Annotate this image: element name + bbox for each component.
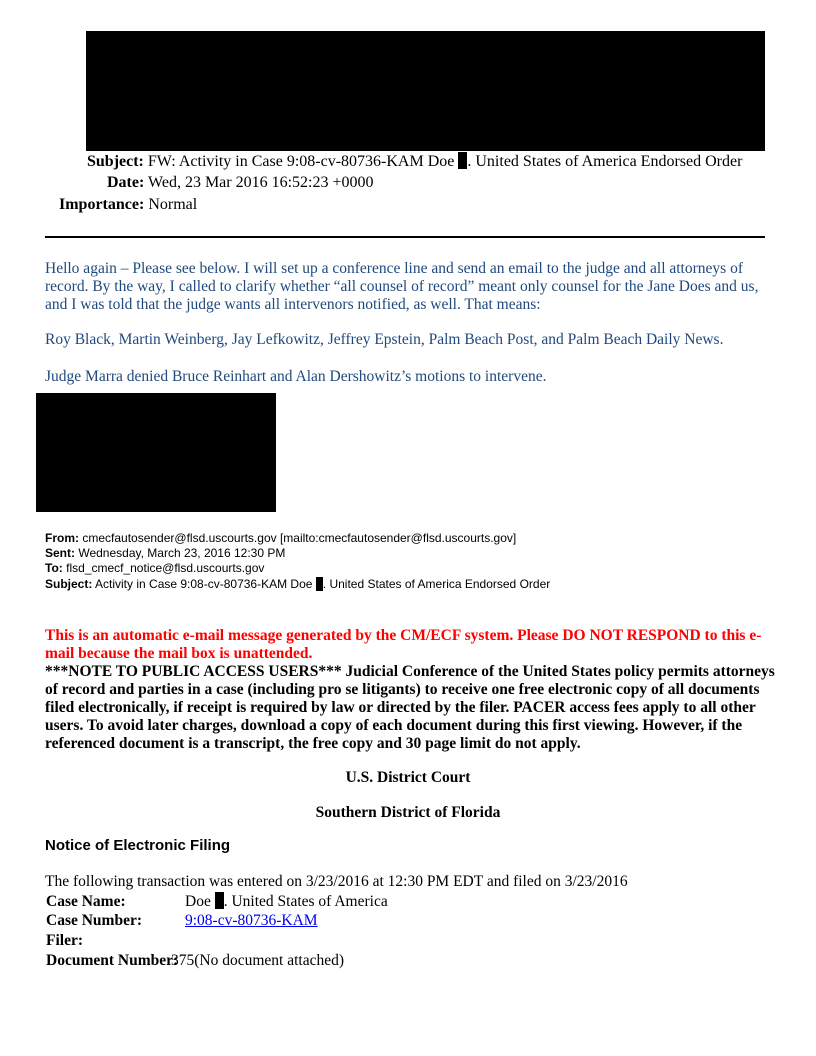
date-value: Wed, 23 Mar 2016 16:52:23 +0000 <box>148 174 374 191</box>
from-value: cmecfautosender@flsd.uscourts.gov [mailto:cmecfautosender@flsd.uscourts.gov] <box>82 531 517 545</box>
subject-value-end: . United States of America Endorsed Order <box>467 153 743 170</box>
document-number-value: 375(No document attached) <box>171 952 345 969</box>
redaction-block-signature <box>36 393 276 512</box>
forwarded-to-line <box>45 561 264 576</box>
case-number-label: Case Number: <box>46 912 142 929</box>
case-name-row <box>46 892 388 911</box>
message-paragraph-3: Judge Marra denied Bruce Reinhart and Alan Dershowitz’s motions to intervene. <box>45 368 547 385</box>
case-name-label: Case Name: <box>46 893 126 910</box>
importance-value: Normal <box>148 196 198 213</box>
forwarded-subject-label: Subject: <box>45 577 93 591</box>
forwarded-from-line <box>45 531 516 546</box>
document-number-row <box>46 952 344 970</box>
from-label: From: <box>45 531 79 545</box>
sent-label: Sent: <box>45 546 75 560</box>
document-number-label: Document Number: <box>46 952 179 969</box>
automatic-message-warning: This is an automatic e-mail message generated by the CM/ECF system. Please DO NOT RESPOND to this e-mail because the mail box is unattended. <box>45 627 762 662</box>
email-date-line <box>107 174 374 192</box>
case-number-link[interactable]: 9:08-cv-80736-KAM <box>185 912 318 929</box>
redaction-mark <box>215 892 224 909</box>
message-paragraph-1: Hello again – Please see below. I will set up a conference line and send an email to the judge and all attorneys of record. By the way, I called to clarify whether “all counsel of record” meant only counsel for the Jane Does and us, and I was told that the judge wants all intervenors notified, as well. That means: <box>45 260 759 313</box>
redaction-block-header <box>86 31 765 151</box>
forwarded-subject-value-start: Activity in Case 9:08-cv-80736-KAM Doe <box>95 577 313 591</box>
header-divider <box>45 236 765 238</box>
transaction-line: The following transaction was entered on 3/23/2016 at 12:30 PM EDT and filed on 3/23/2016 <box>45 873 628 890</box>
message-paragraph-2: Roy Black, Martin Weinberg, Jay Lefkowitz, Jeffrey Epstein, Palm Beach Post, and Palm Beach Daily News. <box>45 331 724 348</box>
redaction-mark <box>316 577 323 591</box>
case-name-value-start: Doe <box>185 893 211 910</box>
importance-label: Importance: <box>59 196 145 213</box>
to-label: To: <box>45 561 63 575</box>
email-importance-line <box>59 196 197 214</box>
case-number-row <box>46 912 318 930</box>
subject-label: Subject: <box>87 153 144 170</box>
subject-value-start: FW: Activity in Case 9:08-cv-80736-KAM Doe <box>147 153 455 170</box>
forwarded-sent-line <box>45 546 285 561</box>
forwarded-subject-value-end: . United States of America Endorsed Order <box>322 577 551 591</box>
filer-row <box>46 932 185 950</box>
district-name: Southern District of Florida <box>315 804 501 821</box>
date-label: Date: <box>107 174 145 191</box>
court-name: U.S. District Court <box>345 769 471 786</box>
email-subject-line <box>87 152 742 171</box>
public-access-note: ***NOTE TO PUBLIC ACCESS USERS*** Judicial Conference of the United States policy permits attorneys of record and parties in a case (including pro se litigants) to receive one free electronic copy of all documents filed electronically, if receipt is required by law or directed by the filer. PACER access fees apply to all other users. To avoid later charges, download a copy of each document during this first viewing. However, if the referenced document is a transcript, the free copy and 30 page limit do not apply. <box>45 663 775 752</box>
filer-label: Filer: <box>46 932 84 949</box>
nef-title: Notice of Electronic Filing <box>45 837 231 854</box>
to-value: flsd_cmecf_notice@flsd.uscourts.gov <box>66 561 265 575</box>
forwarded-subject-line <box>45 577 550 592</box>
sent-value: Wednesday, March 23, 2016 12:30 PM <box>78 546 286 560</box>
case-name-value-end: . United States of America <box>223 893 388 910</box>
